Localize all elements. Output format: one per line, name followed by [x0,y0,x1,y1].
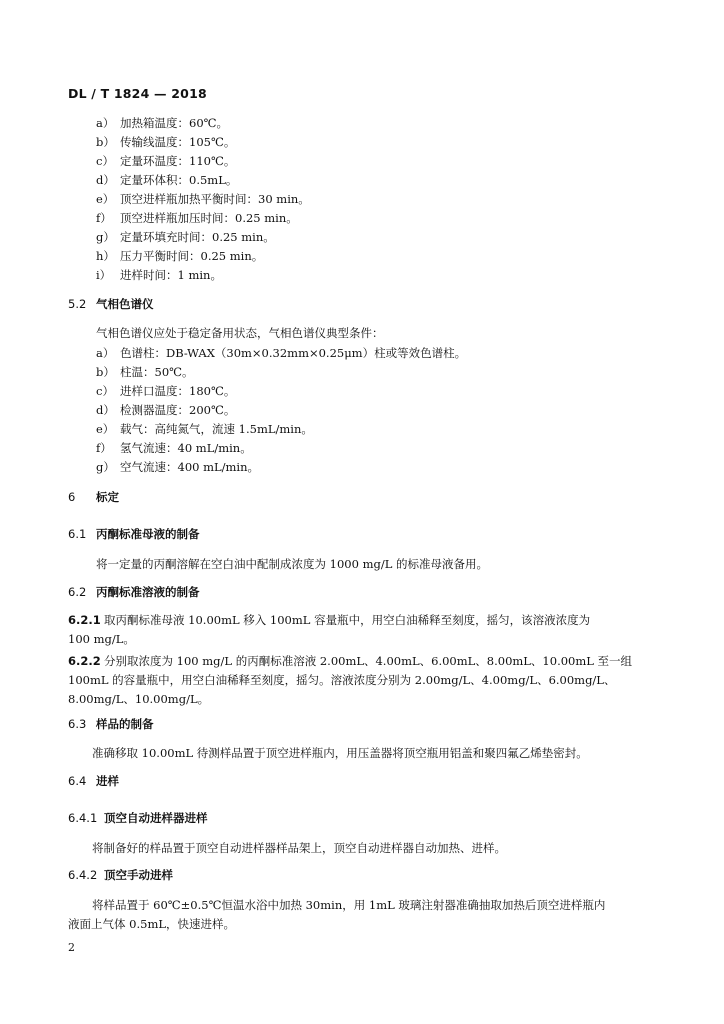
clause-6-2-1: 6.2.1 取丙酮标准母液 10.00mL 移入 100mL 容量瓶中，用空白油稀释至刻度，摇匀，该溶液浓度为 100 mg/L。 [68,613,591,646]
list-item: b） 柱温：50℃。 [96,365,194,379]
section-heading-6-1: 6.1 丙酮标准母液的制备 [68,527,200,541]
standard-code-header: DL / T 1824 — 2018 [68,86,207,101]
list-item: a） 色谱柱：DB-WAX（30m×0.32mm×0.25μm）柱或等效色谱柱。 [96,346,467,360]
list-item: g） 空气流速：400 mL/min。 [96,460,260,474]
list-item: h） 压力平衡时间：0.25 min。 [96,249,264,263]
list-item: i） 进样时间：1 min。 [96,268,222,282]
section-heading-6: 6 标定 [68,490,119,504]
section-heading-5-2: 5.2 气相色谱仪 [68,297,154,311]
section-body: 准确移取 10.00mL 待测样品置于顶空进样瓶内，用压盖器将顶空瓶用铝盖和聚四氟乙烯垫密封。 [92,746,588,760]
list-item: e） 载气：高纯氮气，流速 1.5mL/min。 [96,422,313,436]
list-item: f） 顶空进样瓶加压时间：0.25 min。 [96,211,298,225]
section-body: 将制备好的样品置于顶空自动进样器样品架上，顶空自动进样器自动加热、进样。 [92,841,506,855]
section-heading-6-4-1: 6.4.1 顶空自动进样器进样 [68,811,208,825]
section-heading-6-4-2: 6.4.2 顶空手动进样 [68,868,173,882]
clause-6-4-2-body: 将样品置于 60℃±0.5℃恒温水浴中加热 30min，用 1mL 玻璃注射器准确抽取加热后顶空进样瓶内 液面上气体 0.5mL，快速进样。 [68,898,606,931]
page-number: 2 [68,941,75,954]
section-heading-6-4: 6.4 进样 [68,774,119,788]
list-item: g） 定量环填充时间：0.25 min。 [96,230,275,244]
section-heading-6-3: 6.3 样品的制备 [68,717,154,731]
list-item: a） 加热箱温度：60℃。 [96,116,228,130]
list-item: c） 进样口温度：180℃。 [96,384,236,398]
list-item: e） 顶空进样瓶加热平衡时间：30 min。 [96,192,310,206]
list-item: c） 定量环温度：110℃。 [96,154,236,168]
section-body: 将一定量的丙酮溶解在空白油中配制成浓度为 1000 mg/L 的标准母液备用。 [96,557,489,571]
list-item: b） 传输线温度：105℃。 [96,135,236,149]
section-intro: 气相色谱仪应处于稳定备用状态，气相色谱仪典型条件： [96,326,384,340]
list-item: d） 检测器温度：200℃。 [96,403,236,417]
list-item: d） 定量环体积：0.5mL。 [96,173,238,187]
clause-6-2-2: 6.2.2 分别取浓度为 100 mg/L 的丙酮标准溶液 2.00mL、4.00mL、6.00mL、8.00mL、10.00mL 至一组 100mL 的容量瓶中，用空白油稀释至刻度，摇匀。溶液浓度分别为 2.00mg/L、4.00mg/L、6.00mg/L、 8.00mg/L、10.00mg/L。 [68,654,633,706]
list-item: f） 氢气流速：40 mL/min。 [96,441,252,455]
section-heading-6-2: 6.2 丙酮标准溶液的制备 [68,585,200,599]
